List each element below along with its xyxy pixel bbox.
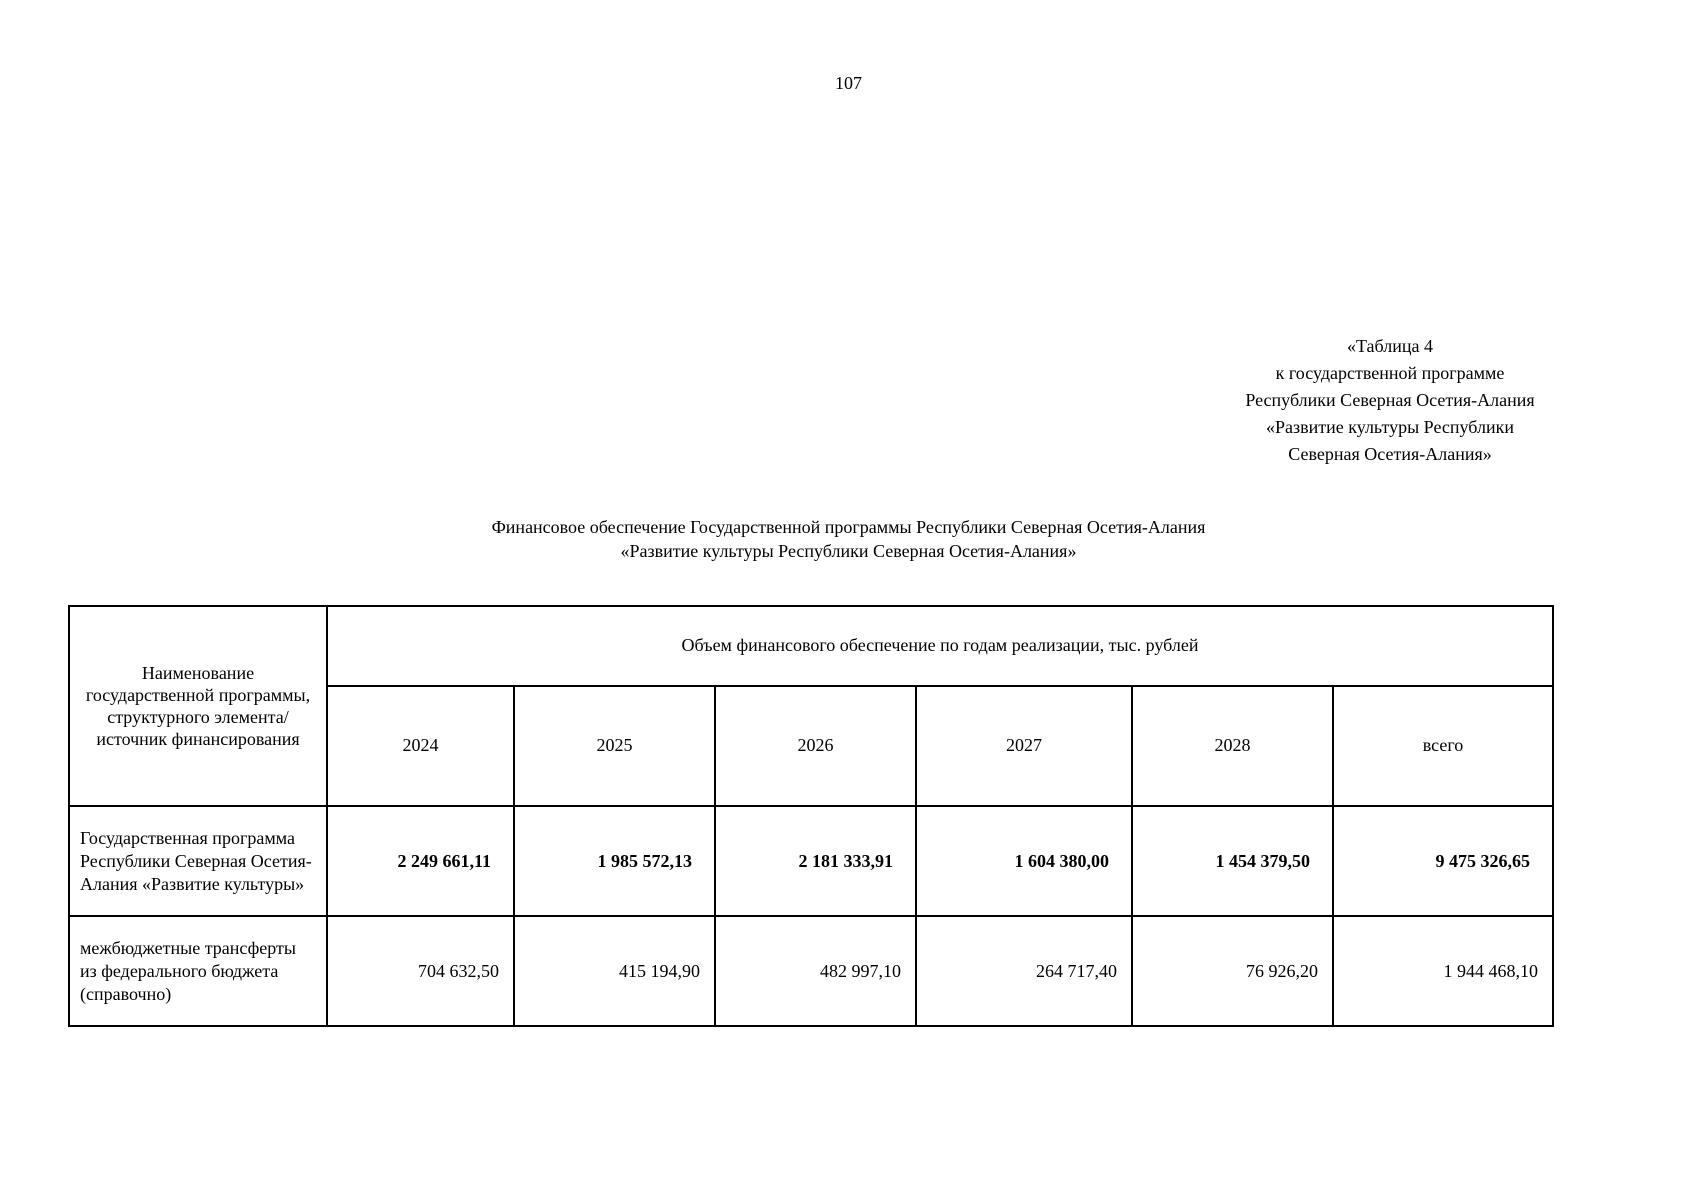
cell-value: 482 997,10 bbox=[715, 916, 916, 1026]
title-line-2: «Развитие культуры Республики Северная Осетия-Алания» bbox=[620, 541, 1077, 561]
column-header-2027: 2027 bbox=[916, 686, 1132, 806]
cell-value: 1 454 379,50 bbox=[1132, 806, 1333, 916]
page-number: 107 bbox=[835, 73, 862, 93]
row-name-transfers: межбюджетные трансферты из федерального бюджета (справочно) bbox=[69, 916, 327, 1026]
document-title bbox=[0, 515, 1697, 563]
table-row bbox=[69, 806, 1553, 916]
title-line-1: Финансовое обеспечение Государственной программы Республики Северная Осетия-Алания bbox=[491, 517, 1206, 537]
cell-value-total: 1 944 468,10 bbox=[1333, 916, 1553, 1026]
column-header-name: Наименование государственной программы, структурного элемента/источник финансирования bbox=[69, 606, 327, 806]
appendix-line: Северная Осетия-Алания» bbox=[1288, 444, 1492, 464]
row-name-program: Государственная программа Республики Северная Осетия-Алания «Развитие культуры» bbox=[69, 806, 327, 916]
column-header-group: Объем финансового обеспечение по годам реализации, тыс. рублей bbox=[327, 606, 1553, 686]
appendix-line: «Развитие культуры Республики bbox=[1266, 417, 1514, 437]
appendix-line: «Таблица 4 bbox=[1347, 336, 1433, 356]
cell-value: 2 181 333,91 bbox=[715, 806, 916, 916]
appendix-line: Республики Северная Осетия-Алания bbox=[1245, 390, 1535, 410]
column-header-2025: 2025 bbox=[514, 686, 715, 806]
cell-value: 1 604 380,00 bbox=[916, 806, 1132, 916]
financing-table bbox=[68, 605, 1554, 1027]
table-header-row bbox=[69, 606, 1553, 686]
cell-value: 1 985 572,13 bbox=[514, 806, 715, 916]
appendix-line: к государственной программе bbox=[1275, 363, 1505, 383]
appendix-note bbox=[1160, 333, 1620, 468]
cell-value-total: 9 475 326,65 bbox=[1333, 806, 1553, 916]
column-header-total: всего bbox=[1333, 686, 1553, 806]
cell-value: 415 194,90 bbox=[514, 916, 715, 1026]
cell-value: 2 249 661,11 bbox=[327, 806, 514, 916]
column-header-2028: 2028 bbox=[1132, 686, 1333, 806]
cell-value: 704 632,50 bbox=[327, 916, 514, 1026]
cell-value: 264 717,40 bbox=[916, 916, 1132, 1026]
column-header-2024: 2024 bbox=[327, 686, 514, 806]
cell-value: 76 926,20 bbox=[1132, 916, 1333, 1026]
column-header-2026: 2026 bbox=[715, 686, 916, 806]
table-row bbox=[69, 916, 1553, 1026]
